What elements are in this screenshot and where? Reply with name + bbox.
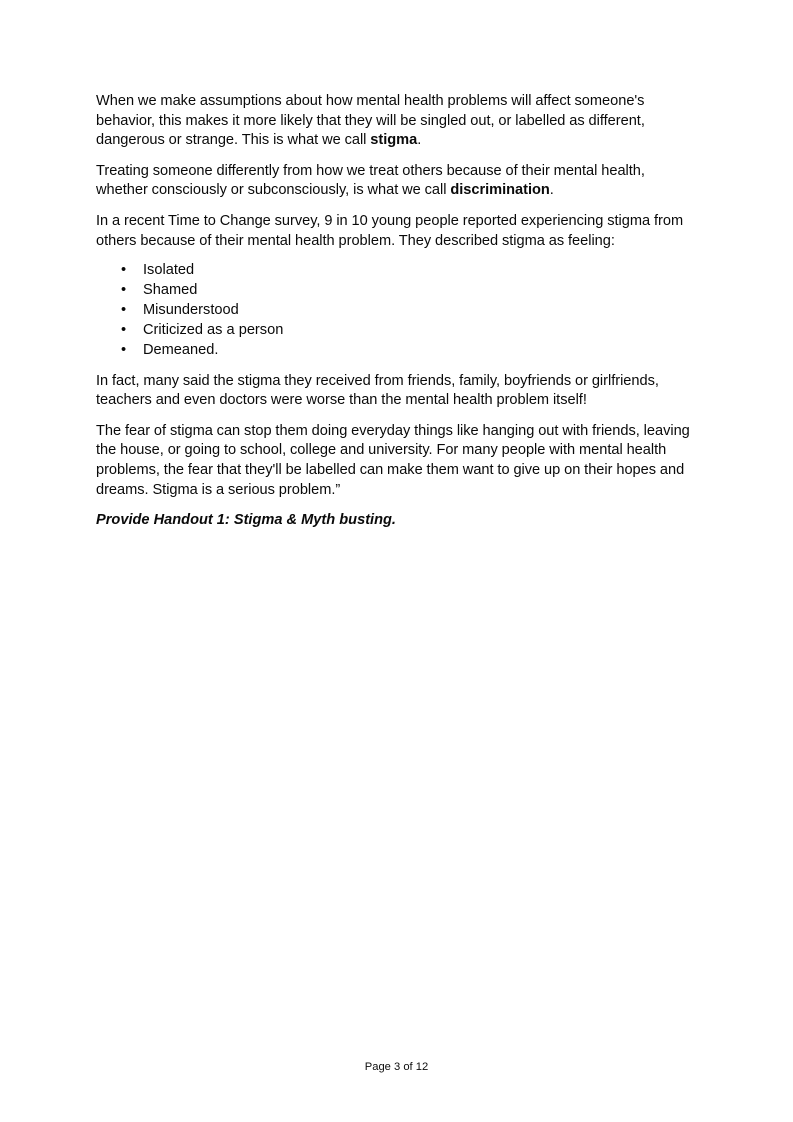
term-stigma: stigma (370, 132, 418, 149)
list-item-label: Demeaned. (143, 341, 219, 358)
paragraph-text-lead: Treating someone differently from how we treat others because of their mental health, whether consciously or subconsciously, is what we call (96, 162, 645, 199)
paragraph-survey-intro: In a recent Time to Change survey, 9 in 10 young people reported experiencing stigma from others because of their mental health problem. They described stigma as feeling: (96, 212, 684, 249)
list-item-label: Isolated (143, 262, 195, 279)
term-discrimination: discrimination (450, 182, 550, 199)
bullet-icon: • (121, 282, 127, 299)
list-item (96, 261, 694, 281)
bullet-icon: • (121, 341, 127, 358)
document-body (96, 92, 694, 531)
list-item-label: Misunderstood (143, 301, 239, 318)
feelings-list (96, 261, 694, 361)
paragraph-text-tail: . (549, 182, 554, 199)
handout-instruction: Provide Handout 1: Stigma & Myth busting. (96, 512, 396, 529)
list-item (96, 301, 694, 321)
bullet-icon: • (121, 262, 127, 279)
bullet-icon: • (121, 321, 127, 338)
list-item (96, 341, 694, 361)
list-item-label: Criticized as a person (143, 321, 284, 338)
paragraph-discrimination-definition (96, 162, 694, 201)
page-footer: Page 3 of 12 (364, 1061, 429, 1073)
list-item (96, 321, 694, 341)
paragraph-text-lead: When we make assumptions about how mental health problems will affect someone's behavior, this makes it more likely that they will be singled out, or labelled as different, dangerous or strange. This is what we call (96, 93, 645, 149)
paragraph-text-tail: . (417, 132, 422, 149)
bullet-icon: • (121, 301, 127, 318)
paragraph-stigma-definition (96, 92, 694, 151)
paragraph-stigma-worse: In fact, many said the stigma they received from friends, family, boyfriends or girlfriends, teachers and even doctors were worse than the mental health problem itself! (96, 372, 659, 409)
paragraph-fear-of-stigma: The fear of stigma can stop them doing everyday things like hanging out with friends, leaving the house, or going to school, college and university. For many people with mental health problems, the fear that they'll be labelled can make them want to give up on their hopes and dreams. Stigma is a serious problem.” (96, 422, 690, 498)
list-item-label: Shamed (143, 282, 198, 299)
list-item (96, 281, 694, 301)
